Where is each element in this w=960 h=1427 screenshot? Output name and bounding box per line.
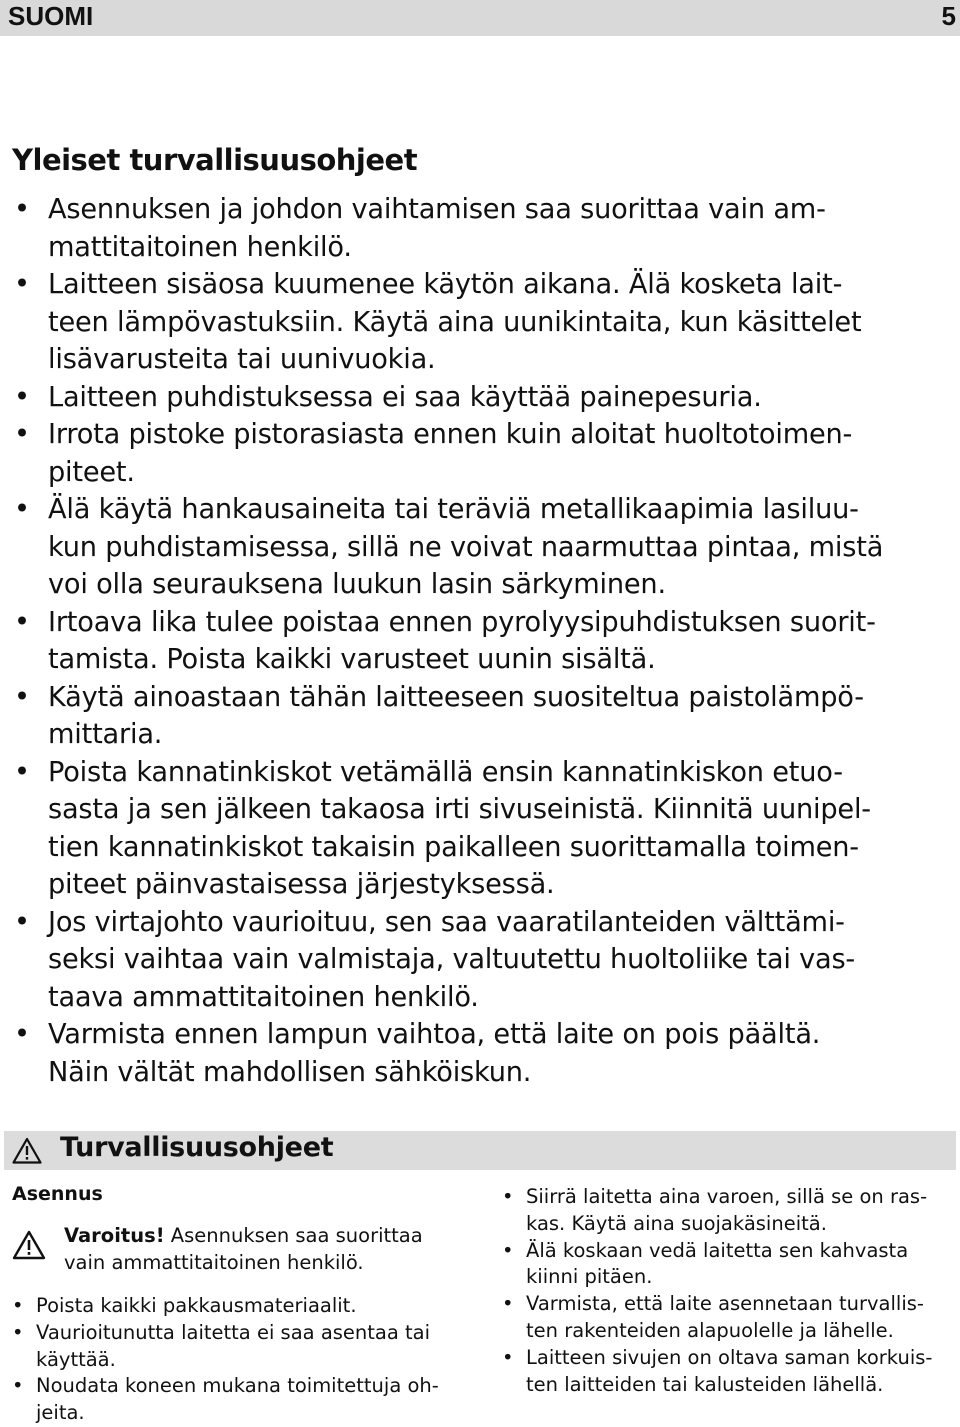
line: teen lämpövastuksiin. Käytä aina uunikintaita, kun käsittelet (48, 306, 862, 338)
language-label: SUOMI (8, 1, 94, 31)
list-item (502, 1345, 952, 1399)
installation-list-left (12, 1293, 482, 1427)
line: mittaria. (48, 719, 163, 750)
line: • Noudata koneen mukana toimitettuja oh- (36, 1374, 439, 1398)
line: • Poista kaikki pakkausmateriaalit. (36, 1294, 357, 1317)
line: • Siirrä laitetta aina varoen, sillä se on ras- (526, 1185, 928, 1208)
warning-line: Asennuksen saa suorittaa (164, 1224, 423, 1247)
line: kas. Käytä aina suojakäsineitä. (526, 1211, 827, 1235)
line: • Laitteen sisäosa kuumenee käytön aikana. Älä kosketa lait- (48, 269, 843, 300)
list-item (12, 266, 952, 379)
warning-triangle-icon (12, 1230, 46, 1264)
line: • Laitteen puhdistuksessa ei saa käyttää painepesuria. (48, 381, 762, 413)
installation-list-right (502, 1184, 952, 1398)
list-item (12, 1320, 482, 1374)
general-safety-title: Yleiset turvallisuusohjeet (12, 143, 418, 177)
line: käyttää. (36, 1347, 116, 1371)
list-item (12, 416, 952, 491)
line: voi olla seurauksena luukun lasin särkyminen. (48, 569, 666, 600)
installation-heading: Asennus (12, 1183, 103, 1205)
line: • Varmista ennen lampun vaihtoa, että laite on pois päältä. (48, 1019, 821, 1050)
warning-triangle-icon (12, 1137, 42, 1168)
list-item (502, 1184, 952, 1238)
list-item (12, 379, 952, 417)
list-item (12, 1293, 482, 1320)
list-item (12, 1016, 952, 1091)
line: tamista. Poista kaikki varusteet uunin sisältä. (48, 644, 656, 675)
list-item (502, 1238, 952, 1292)
line: • Varmista, että laite asennetaan turvallis- (526, 1292, 924, 1316)
list-item (12, 1373, 482, 1427)
line: sasta ja sen jälkeen takaosa irti sivuseinistä. Kiinnitä uunipel- (48, 794, 871, 825)
list-item (12, 754, 952, 904)
page-header (0, 0, 960, 36)
warning-label: Varoitus! (64, 1224, 165, 1247)
line: ten rakenteiden alapuolelle ja lähelle. (526, 1318, 894, 1342)
line: Näin vältät mahdollisen sähköiskun. (48, 1056, 532, 1088)
line: kiinni pitäen. (526, 1265, 653, 1289)
line: taava ammattitaitoinen henkilö. (48, 981, 479, 1013)
list-item (12, 679, 952, 754)
list-item (12, 491, 952, 604)
list-item (12, 191, 952, 266)
line: kun puhdistamisessa, sillä ne voivat naarmuttaa pintaa, mistä (48, 531, 884, 563)
line: piteet päinvastaisessa järjestyksessä. (48, 869, 555, 900)
list-item (12, 604, 952, 679)
list-item (502, 1291, 952, 1345)
line: • Vaurioitunutta laitetta ei saa asentaa tai (36, 1320, 431, 1344)
line: • Älä koskaan vedä laitetta sen kahvasta (526, 1238, 909, 1262)
line: • Käytä ainoastaan tähän laitteeseen suositeltua paistolämpö- (48, 681, 864, 713)
line: ten laitteiden tai kalusteiden lähellä. (526, 1372, 884, 1396)
general-safety-list (12, 191, 952, 1091)
page-number: 5 (941, 1, 956, 31)
line: mattitaitoinen henkilö. (48, 231, 352, 263)
warning-line: vain ammattitaitoinen henkilö. (64, 1251, 364, 1274)
line: • Asennuksen ja johdon vaihtamisen saa suorittaa vain am- (48, 194, 826, 225)
line: jeita. (36, 1401, 85, 1425)
line: tien kannatinkiskot takaisin paikalleen suorittamalla toimen- (48, 831, 859, 863)
line: lisävarusteita tai uunivuokia. (48, 344, 436, 375)
safety-instructions-band (4, 1131, 956, 1170)
list-item (12, 904, 952, 1017)
line: piteet. (48, 456, 135, 488)
line: • Irtoava lika tulee poistaa ennen pyrolyysipuhdistuksen suorit- (48, 606, 876, 638)
line: • Laitteen sivujen on oltava saman korkuis- (526, 1345, 933, 1369)
warning-text (64, 1222, 423, 1276)
line: • Poista kannatinkiskot vetämällä ensin kannatinkiskon etuo- (48, 756, 843, 788)
safety-instructions-title: Turvallisuusohjeet (60, 1132, 334, 1163)
line: • Älä käytä hankausaineita tai teräviä metallikaapimia lasiluu- (48, 494, 859, 525)
line: seksi vaihtaa vain valmistaja, valtuutettu huoltoliike tai vas- (48, 944, 856, 975)
line: • Irrota pistoke pistorasiasta ennen kuin aloitat huoltotoimen- (48, 419, 853, 450)
line: • Jos virtajohto vaurioituu, sen saa vaaratilanteiden välttämi- (48, 906, 845, 938)
